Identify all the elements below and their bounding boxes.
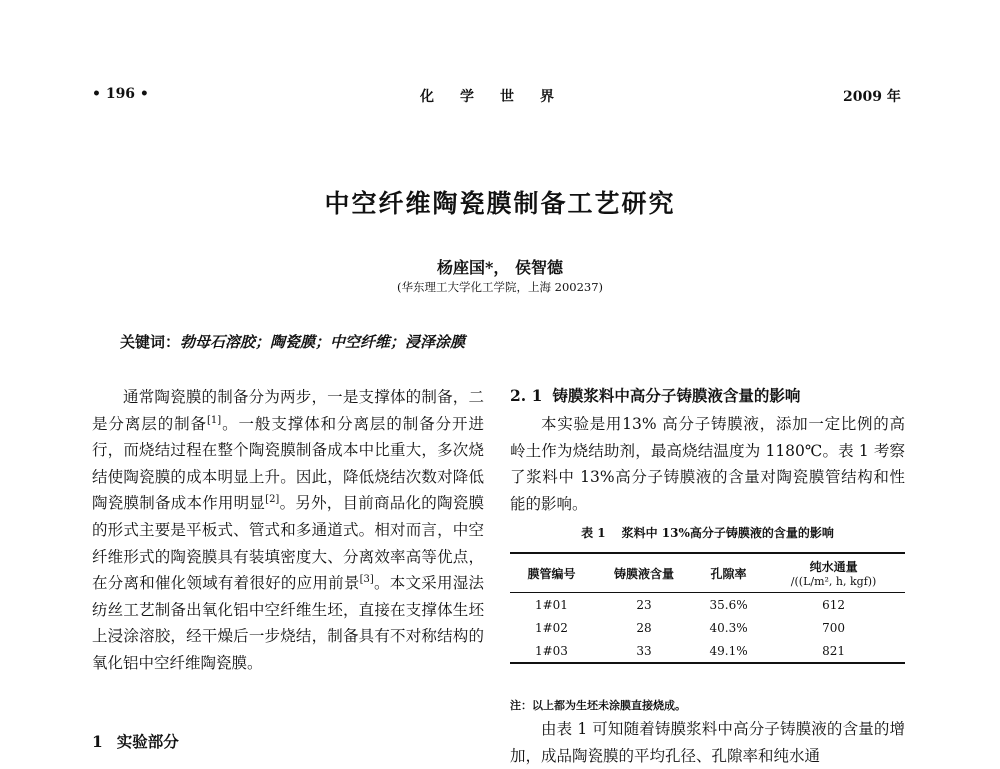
discussion-paragraph (510, 716, 905, 769)
data-table (510, 552, 905, 664)
section-2-1-text: 本实验是用13% 高分子铸膜液，添加一定比例的高岭土作为烧结助剂，最高烧结温度为 1180℃。表 1 考察了浆料中 13%高分子铸膜液的含量对陶瓷膜管结构和性能的影响。 (510, 415, 905, 513)
intro-paragraph (92, 384, 484, 677)
header-tube-id: 膜管编号 (510, 553, 593, 593)
article-authors: 杨座国*， 侯智德 (437, 258, 563, 277)
intro-text-3: 。另外，目前商品化的陶瓷膜的形式主要是平板式、管式和多通道式。相对而言，中空纤维形式的陶瓷膜具有装填密度大、分离效率高等优点，在分离和催化领域有着很好的应用前景 (92, 494, 484, 593)
publication-year: 2009 年 (843, 89, 901, 105)
table-cell: 49.1% (695, 639, 762, 663)
table-cell: 1#01 (534, 597, 568, 612)
ref-link-3[interactable]: [3] (359, 574, 374, 585)
header-flux-unit: /((L/m², h, kgf)) (790, 575, 877, 588)
table-row (510, 593, 905, 617)
table-note: 注：以上都为生坯未涂膜直接烧成。 (510, 699, 686, 712)
header-water-flux-label: 纯水通量 (809, 560, 858, 574)
table-cell: 612 (822, 597, 846, 612)
header-solution-content: 铸膜液含量 (593, 553, 695, 593)
table-cell: 821 (762, 639, 905, 663)
intro-text-1: 通常陶瓷膜的制备分为两步，一是支撑体的制备，二是分离层的制备 (92, 388, 484, 433)
header-porosity: 孔隙率 (695, 553, 762, 593)
table-cell: 1#03 (510, 639, 593, 663)
table-cell: 35.6% (709, 597, 748, 612)
table-header-row (510, 553, 905, 593)
section-1-heading (92, 730, 179, 752)
article-title: 中空纤维陶瓷膜制备工艺研究 (324, 189, 676, 218)
keywords-text: 勃母石溶胶；陶瓷膜；中空纤维；浸泽涂膜 (180, 333, 466, 351)
section-1-title: 实验部分 (116, 732, 179, 751)
journal-name: 化学世界 (420, 89, 580, 105)
intro-text-4: 。本文采用湿法纺丝工艺制备出氧化铝中空纤维生坯，直接在支撑体生坯上浸涂溶胶，经干燥后一步烧结，制备具有不对称结构的氧化铝中空纤维陶瓷膜。 (92, 574, 484, 672)
keywords-label: 关键词： (120, 333, 181, 351)
section-1-number: 1 (92, 732, 103, 751)
table-cell: 700 (822, 620, 846, 635)
ref-link-1[interactable]: [1] (206, 414, 222, 426)
section-2-1-paragraph (510, 411, 905, 517)
section-2-1-number: 2. 1 (510, 386, 543, 405)
table-cell: 33 (593, 639, 695, 663)
table-caption (510, 524, 905, 541)
table-caption-text: 浆料中 13%高分子铸膜液的含量的影响 (621, 526, 834, 540)
header-water-flux (762, 553, 905, 593)
intro-text-2: 。一般支撑体和分离层的制备分开进行，而烧结过程在整个陶瓷膜制备成本中比重大，多次烧结使陶瓷膜的成本明显上升。因此，降低烧结次数对降低陶瓷膜制备成本作用明显 (92, 414, 484, 513)
page-number: • 196 • (92, 86, 149, 102)
table-number: 表 1 (581, 526, 606, 540)
ref-link-2[interactable]: [2] (265, 494, 280, 506)
discussion-text: 由表 1 可知随着铸膜浆料中高分子铸膜液的含量的增加，成品陶瓷膜的平均孔径、孔隙率和纯水通 (510, 720, 905, 765)
table-cell: 1#02 (534, 620, 568, 635)
table-cell: 40.3% (709, 620, 748, 635)
table-cell: 23 (636, 597, 652, 612)
table-row (510, 639, 905, 663)
section-2-1-heading (510, 384, 800, 406)
section-2-1-title: 铸膜浆料中高分子铸膜液含量的影响 (552, 386, 801, 405)
table-row (510, 616, 905, 639)
author-affiliation: (华东理工大学化工学院，上海 200237) (396, 280, 604, 294)
keywords (120, 331, 465, 352)
table-cell: 28 (636, 620, 652, 635)
intro-column (92, 384, 484, 677)
